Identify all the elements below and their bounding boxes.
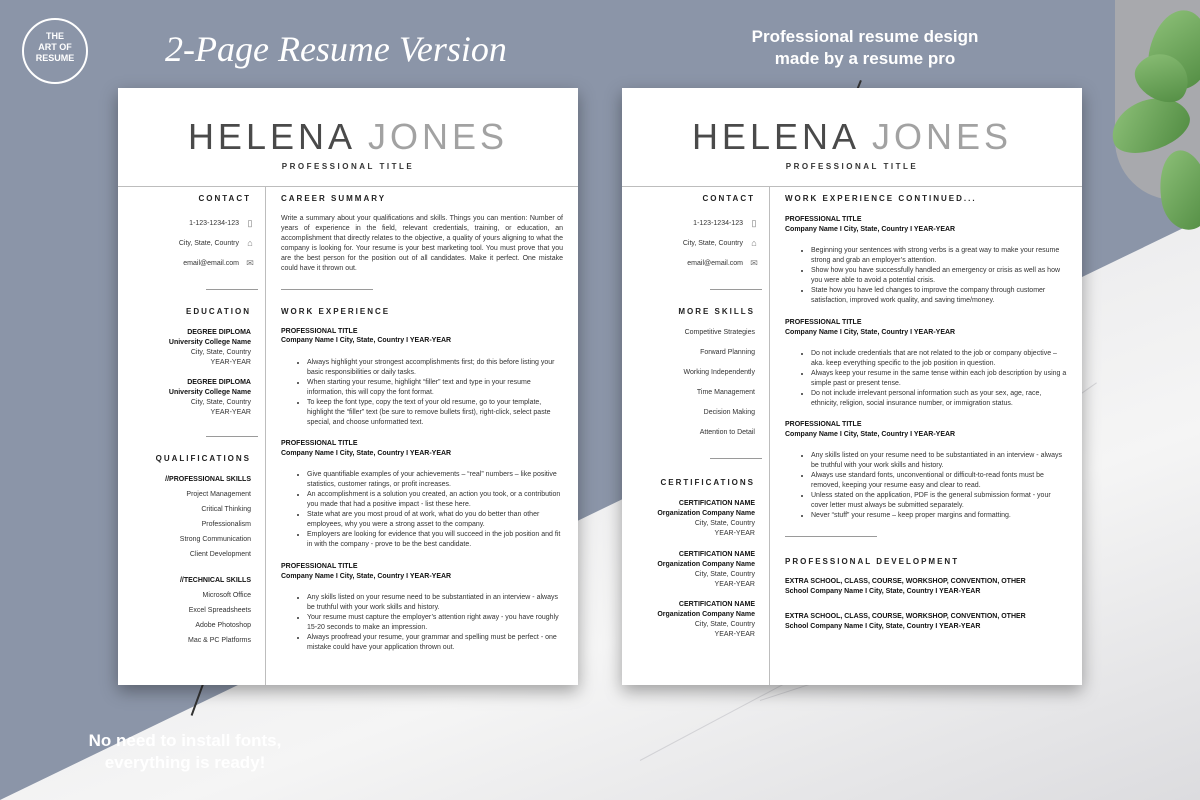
mail-icon: ✉: [246, 257, 254, 268]
contact-heading: CONTACT: [198, 194, 251, 203]
resume-page-2: [622, 88, 1082, 685]
skills-subheading: //PROFESSIONAL SKILLS: [165, 476, 251, 483]
contact-phone: 1-123-1234-123 ▯: [189, 218, 255, 228]
main-column: [281, 186, 563, 685]
more-skills-heading: MORE SKILLS: [678, 307, 755, 316]
certification-item: CERTIFICATION NAME Organization Company Name City, State, Country YEAR-YEAR: [657, 500, 755, 537]
education-item: DEGREE DIPLOMA University College Name City, State, Country YEAR-YEAR: [168, 379, 251, 416]
contact-location: City, State, Country ⌂: [683, 238, 759, 248]
skill-item: Strong Communication: [179, 536, 251, 543]
work-continued-heading: WORK EXPERIENCE CONTINUED...: [785, 194, 977, 203]
job-bullet: • Your resume must capture the employer’s attention right away - you have roughly 15-20 seconds to make an impression.: [307, 613, 563, 633]
job-bullet: • Any skills listed on your resume need to be substantiated in an interview - always be truthful with your work skills and history.: [307, 593, 563, 613]
career-summary-text: Write a summary about your qualifications and skills. Things you can mention: Number of years of experience in the field, relevant credentials, training, or education, an accomplishment that directly relates to the objective, a quality of yours aligning to what the company is looking for. Your resume is your best marketing tool. You must prove that you are the best person for the position out of all candidates. Make it perfect. One mistake could have it thrown out.: [281, 215, 563, 272]
sidebar: [622, 186, 769, 685]
skills-subheading: //TECHNICAL SKILLS: [179, 577, 251, 584]
job-bullet: • Beginning your sentences with strong verbs is a great way to make your resume strong and grab an employer’s attention.: [811, 246, 1067, 266]
callout-bottom: No need to install fonts, everything is ready!: [88, 731, 282, 772]
job-bullet: • To keep the font type, copy the text of your old resume, go to your template, highlight the “filler” text (be sure to remove bullets first), right-click, select paste special, and choose unformatted text.: [307, 398, 563, 428]
section-rule: [710, 289, 762, 290]
job-title: PROFESSIONAL TITLE: [281, 328, 358, 335]
contact-location: City, State, Country ⌂: [179, 238, 255, 248]
column-divider: [265, 186, 266, 685]
skill-item: Competitive Strategies: [684, 329, 755, 336]
course-title: EXTRA SCHOOL, CLASS, COURSE, WORKSHOP, CONVENTION, OTHER: [785, 578, 1026, 585]
job-bullet: • Never “stuff” your resume – keep proper margins and formatting.: [811, 511, 1067, 521]
main-column: [785, 186, 1067, 685]
resume-page-1: [118, 88, 578, 685]
job-bullet: • Give quantifiable examples of your achievements – “real” numbers – like positive statistics, customer ratings, or profit increases.: [307, 470, 563, 490]
banner-title: 2-Page Resume Version: [165, 29, 507, 69]
job-title: PROFESSIONAL TITLE: [785, 319, 862, 326]
job-bullets: [799, 451, 1067, 521]
skill-item: Adobe Photoshop: [195, 622, 251, 629]
professional-development-heading: PROFESSIONAL DEVELOPMENT: [785, 557, 960, 566]
work-experience-heading: WORK EXPERIENCE: [281, 307, 391, 316]
skill-item: Professionalism: [201, 521, 251, 528]
qualifications-heading: QUALIFICATIONS: [155, 454, 251, 463]
resume-name: HELENA JONES: [187, 116, 509, 157]
job-bullets: [799, 349, 1067, 409]
course-meta: School Company Name I City, State, Country I YEAR-YEAR: [785, 588, 981, 595]
job-meta: Company Name I City, State, Country I YEAR-YEAR: [281, 450, 452, 457]
job-bullet: • Do not include irrelevant personal information such as your sex, age, race, ethnicity, religion, social insurance number, or immigration status.: [811, 389, 1067, 409]
job-bullet: • State how you have led changes to improve the company through customer satisfaction, improved work quality, and saving time/money.: [811, 286, 1067, 306]
job-title: PROFESSIONAL TITLE: [281, 563, 358, 570]
job-title: PROFESSIONAL TITLE: [785, 421, 862, 428]
professional-title: PROFESSIONAL TITLE: [785, 162, 919, 171]
mail-icon: ✉: [750, 257, 758, 268]
job-meta: Company Name I City, State, Country I YEAR-YEAR: [281, 573, 452, 580]
professional-title: PROFESSIONAL TITLE: [281, 162, 415, 171]
job-bullet: • Always use standard fonts, unconventional or difficult-to-read fonts must be removed, keeping your resume easy and clear to read.: [811, 471, 1067, 491]
section-rule: [206, 436, 258, 437]
sidebar: [118, 186, 265, 685]
job-bullet: • Unless stated on the application, PDF is the general submission format - your cover letter must always be submitted separately.: [811, 491, 1067, 511]
skill-item: Attention to Detail: [699, 429, 755, 436]
resume-name: HELENA JONES: [691, 116, 1013, 157]
skill-item: Decision Making: [703, 409, 755, 416]
contact-phone: 1-123-1234-123 ▯: [693, 218, 759, 228]
job-bullet: • State what are you most proud of at work, what do you do better than other employees, why you were a strong asset to the company.: [307, 510, 563, 530]
phone-icon: ▯: [751, 217, 757, 228]
skill-item: Excel Spreadsheets: [188, 607, 251, 614]
callout-top: Professional resume design made by a resume pro: [751, 27, 979, 68]
job-title: PROFESSIONAL TITLE: [281, 440, 358, 447]
job-bullet: • Always highlight your strongest accomplishments first; do this before listing your basic responsibilities or daily tasks.: [307, 358, 563, 378]
skill-item: Project Management: [186, 491, 251, 498]
job-bullet: • Employers are looking for evidence that you will succeed in the job position and fit in with the company - prove to be the best candidate.: [307, 530, 563, 550]
section-rule: [785, 536, 877, 537]
skill-item: Mac & PC Platforms: [187, 637, 251, 644]
certifications-heading: CERTIFICATIONS: [660, 478, 755, 487]
education-heading: EDUCATION: [186, 307, 251, 316]
skill-item: Working Independently: [683, 369, 755, 376]
course-title: EXTRA SCHOOL, CLASS, COURSE, WORKSHOP, CONVENTION, OTHER: [785, 613, 1026, 620]
job-bullet: • When starting your resume, highlight “filler” text and type in your resume information, this will copy the font format.: [307, 378, 563, 398]
skill-item: Client Development: [189, 551, 251, 558]
section-rule: [281, 289, 373, 290]
section-rule: [710, 458, 762, 459]
certification-item: CERTIFICATION NAME Organization Company Name City, State, Country YEAR-YEAR: [657, 601, 755, 638]
contact-heading: CONTACT: [702, 194, 755, 203]
phone-icon: ▯: [247, 217, 253, 228]
job-bullets: [295, 358, 563, 428]
job-bullet: • An accomplishment is a solution you created, an action you took, or a contribution you made that had a positive impact - list these here.: [307, 490, 563, 510]
job-bullet: • Any skills listed on your resume need to be substantiated in an interview - always be truthful with your work skills and history.: [811, 451, 1067, 471]
contact-email: email@email.com ✉: [687, 257, 758, 268]
job-bullets: [295, 470, 563, 550]
job-bullet: • Do not include credentials that are not related to the job or company objective – aka. keep everything specific to the job position in question.: [811, 349, 1067, 369]
job-title: PROFESSIONAL TITLE: [785, 216, 862, 223]
career-summary-heading: CAREER SUMMARY: [281, 194, 387, 203]
job-meta: Company Name I City, State, Country I YEAR-YEAR: [785, 431, 956, 438]
skill-item: Forward Planning: [700, 349, 755, 356]
column-divider: [769, 186, 770, 685]
job-bullet: • Always keep your resume in the same tense within each job description by using a simple past or present tense.: [811, 369, 1067, 389]
job-bullets: [295, 593, 563, 653]
section-rule: [206, 289, 258, 290]
brand-logo: THE ART OF RESUME: [22, 18, 88, 84]
education-item: DEGREE DIPLOMA University College Name City, State, Country YEAR-YEAR: [168, 329, 251, 366]
home-icon: ⌂: [751, 238, 757, 248]
skill-item: Microsoft Office: [202, 592, 251, 599]
job-bullet: • Always proofread your resume, your grammar and spelling must be perfect - one mistake could have your application thrown out.: [307, 633, 563, 653]
job-meta: Company Name I City, State, Country I YEAR-YEAR: [785, 226, 956, 233]
course-meta: School Company Name I City, State, Country I YEAR-YEAR: [785, 623, 981, 630]
certification-item: CERTIFICATION NAME Organization Company Name City, State, Country YEAR-YEAR: [657, 551, 755, 588]
job-meta: Company Name I City, State, Country I YEAR-YEAR: [281, 337, 452, 344]
home-icon: ⌂: [247, 238, 253, 248]
contact-email: email@email.com ✉: [183, 257, 254, 268]
job-bullets: [799, 246, 1067, 306]
skill-item: Time Management: [696, 389, 755, 396]
skill-item: Critical Thinking: [201, 506, 251, 513]
job-bullet: • Show how you have successfully handled an emergency or crisis as well as how you were able to avoid a potential crisis.: [811, 266, 1067, 286]
job-meta: Company Name I City, State, Country I YEAR-YEAR: [785, 329, 956, 336]
